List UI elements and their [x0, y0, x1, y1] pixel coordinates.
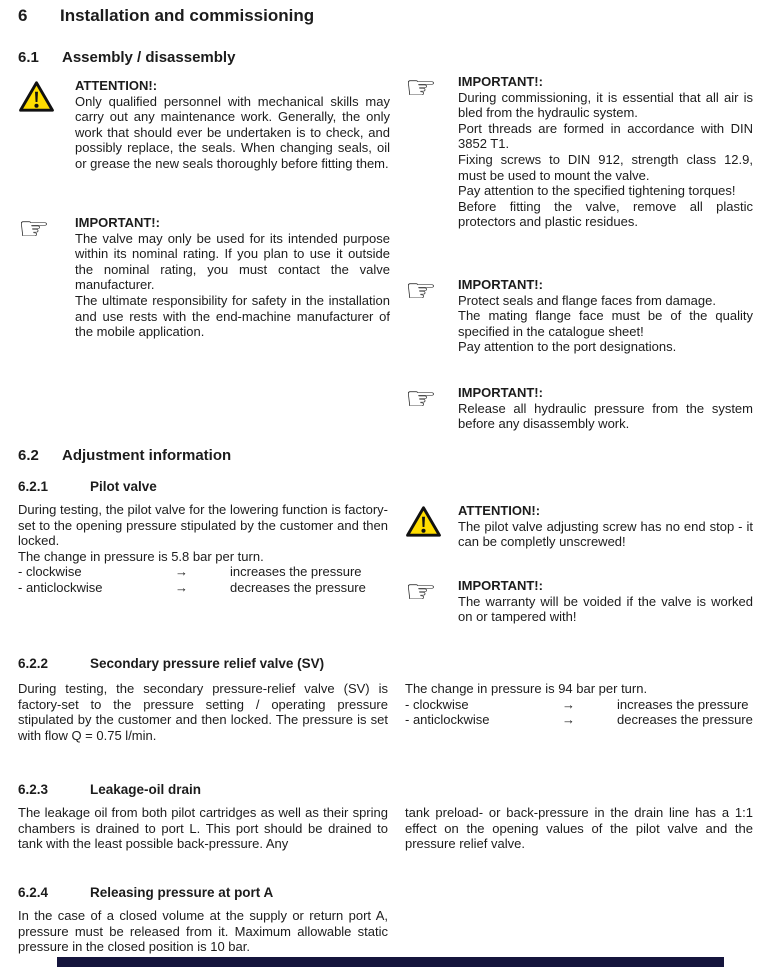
pointing-hand-icon: ☞: [18, 211, 50, 247]
direction-row-clockwise: - clockwise → increases the pressure: [18, 564, 362, 580]
attention-notice-adjusting-screw: [405, 503, 753, 550]
section-heading-6-2-2: [18, 656, 748, 671]
notice-label: ATTENTION!:: [458, 503, 541, 518]
releasing-pressure-paragraph: [18, 908, 388, 955]
paragraph: During testing, the pilot valve for the lowering function is factory-set to the opening pressure stipulated by the customer and then locked.: [18, 502, 388, 549]
notice-text: Protect seals and flange faces from damage.: [458, 292, 716, 308]
leakage-oil-paragraph: [18, 805, 388, 852]
chapter-heading: [18, 6, 748, 26]
section-number: 6.2: [18, 447, 39, 464]
notice-label: IMPORTANT!:: [75, 215, 160, 230]
important-notice-intended-use: [18, 211, 390, 340]
arrow-icon: →: [562, 696, 575, 712]
section-title: Leakage-oil drain: [90, 782, 202, 797]
section-heading-6-2-3: [18, 782, 748, 797]
notice-text: The warranty will be voided if the valve is worked on or tampered with!: [458, 593, 753, 625]
paragraph: The change in pressure is 94 bar per turn.: [405, 681, 648, 696]
notice-label: IMPORTANT!:: [458, 277, 543, 292]
secondary-valve-paragraph: [18, 681, 388, 743]
arrow-icon: →: [175, 564, 188, 580]
notice-text: Pay attention to the port designations.: [458, 339, 677, 355]
notice-text: The ultimate responsibility for safety in the installation and use rests with the end-machine manufacturer of the mobile application.: [75, 292, 390, 340]
important-notice-warranty: [405, 574, 753, 625]
notice-text: During commissioning, it is essential that all air is bled from the hydraulic system.: [458, 89, 753, 121]
pilot-valve-paragraph: [18, 502, 388, 596]
notice-text: Port threads are formed in accordance with DIN 3852 T1.: [458, 120, 753, 152]
direction-row-anticlockwise: - anticlockwise → decreases the pressure: [405, 712, 753, 728]
section-heading-6-1: [18, 49, 748, 66]
secondary-valve-paragraph-right: [405, 681, 753, 728]
section-number: 6.2.2: [18, 656, 49, 671]
important-notice-release-pressure: [405, 381, 753, 432]
section-number: 6.1: [18, 49, 39, 66]
paragraph: The change in pressure is 5.8 bar per turn.: [18, 548, 264, 564]
section-heading-6-2: [18, 447, 748, 464]
section-title: Secondary pressure relief valve (SV): [90, 656, 325, 671]
direction-row-clockwise: - clockwise → increases the pressure: [405, 696, 749, 712]
section-title: Releasing pressure at port A: [90, 885, 274, 900]
section-number: 6.2.4: [18, 885, 49, 900]
paragraph: During testing, the secondary pressure-relief valve (SV) is factory-set to the pressure setting / operating pressure stipulated by the customer and then locked. The pressure is set with flow Q = 0.75 l/min.: [18, 681, 388, 743]
footer-bar: [57, 957, 724, 967]
pointing-hand-icon: ☞: [405, 273, 437, 309]
notice-label: IMPORTANT!:: [458, 385, 543, 400]
direction-row-anticlockwise: - anticlockwise → decreases the pressure: [18, 579, 366, 595]
attention-notice-assembly: [18, 78, 390, 172]
notice-text: The valve may only be used for its intended purpose within its nominal rating. If you plan to use it outside the nominal rating, you must contact the valve manufacturer.: [75, 230, 390, 293]
section-heading-6-2-1: [18, 479, 748, 494]
notice-text: Only qualified personnel with mechanical skills may carry out any maintenance work. Generally, the only work that should ever be undertaken is to check, and possibly replace, the seals. When changing seals, oil or grease the new seals thoroughly before fitting them.: [75, 93, 390, 171]
pointing-hand-icon: ☞: [405, 574, 437, 610]
section-heading-6-2-4: [18, 885, 748, 900]
notice-label: ATTENTION!:: [75, 78, 158, 93]
warning-triangle-icon: [405, 503, 458, 538]
paragraph: tank preload- or back-pressure in the drain line has a 1:1 effect on the opening values of the pilot valve and the pressure relief valve.: [405, 805, 753, 852]
section-number: 6.2.3: [18, 782, 49, 797]
notice-text: The pilot valve adjusting screw has no end stop - it can be completly unscrewed!: [458, 518, 753, 550]
warning-triangle-icon: [18, 78, 75, 113]
section-title: Assembly / disassembly: [62, 49, 236, 66]
paragraph: In the case of a closed volume at the supply or return port A, pressure must be released from it. Maximum allowable static pressure in the closed position is 10 bar.: [18, 908, 388, 955]
paragraph: The leakage oil from both pilot cartridges as well as their spring chambers is drained to port L. This port should be drained to tank with the least possible back-pressure. Any: [18, 805, 388, 852]
notice-text: Release all hydraulic pressure from the system before any disassembly work.: [458, 400, 753, 432]
notice-label: IMPORTANT!:: [458, 578, 543, 593]
notice-text: Fixing screws to DIN 912, strength class 12.9, must be used to mount the valve.: [458, 151, 753, 183]
notice-text: Before fitting the valve, remove all plastic protectors and plastic residues.: [458, 198, 753, 230]
pointing-hand-icon: ☞: [405, 381, 437, 417]
arrow-icon: →: [175, 579, 188, 595]
arrow-icon: →: [562, 712, 575, 728]
chapter-title: Installation and commissioning: [60, 6, 315, 25]
section-title: Pilot valve: [90, 479, 157, 494]
leakage-oil-paragraph-continued: [405, 805, 753, 852]
section-title: Adjustment information: [62, 447, 232, 464]
notice-text: The mating flange face must be of the quality specified in the catalogue sheet!: [458, 308, 753, 339]
chapter-number: 6: [18, 6, 28, 25]
pointing-hand-icon: ☞: [405, 70, 437, 106]
notice-text: Pay attention to the specified tightening torques!: [458, 183, 736, 199]
important-notice-flange: [405, 273, 753, 355]
section-number: 6.2.1: [18, 479, 49, 494]
important-notice-commissioning: [405, 70, 753, 230]
notice-label: IMPORTANT!:: [458, 74, 543, 89]
